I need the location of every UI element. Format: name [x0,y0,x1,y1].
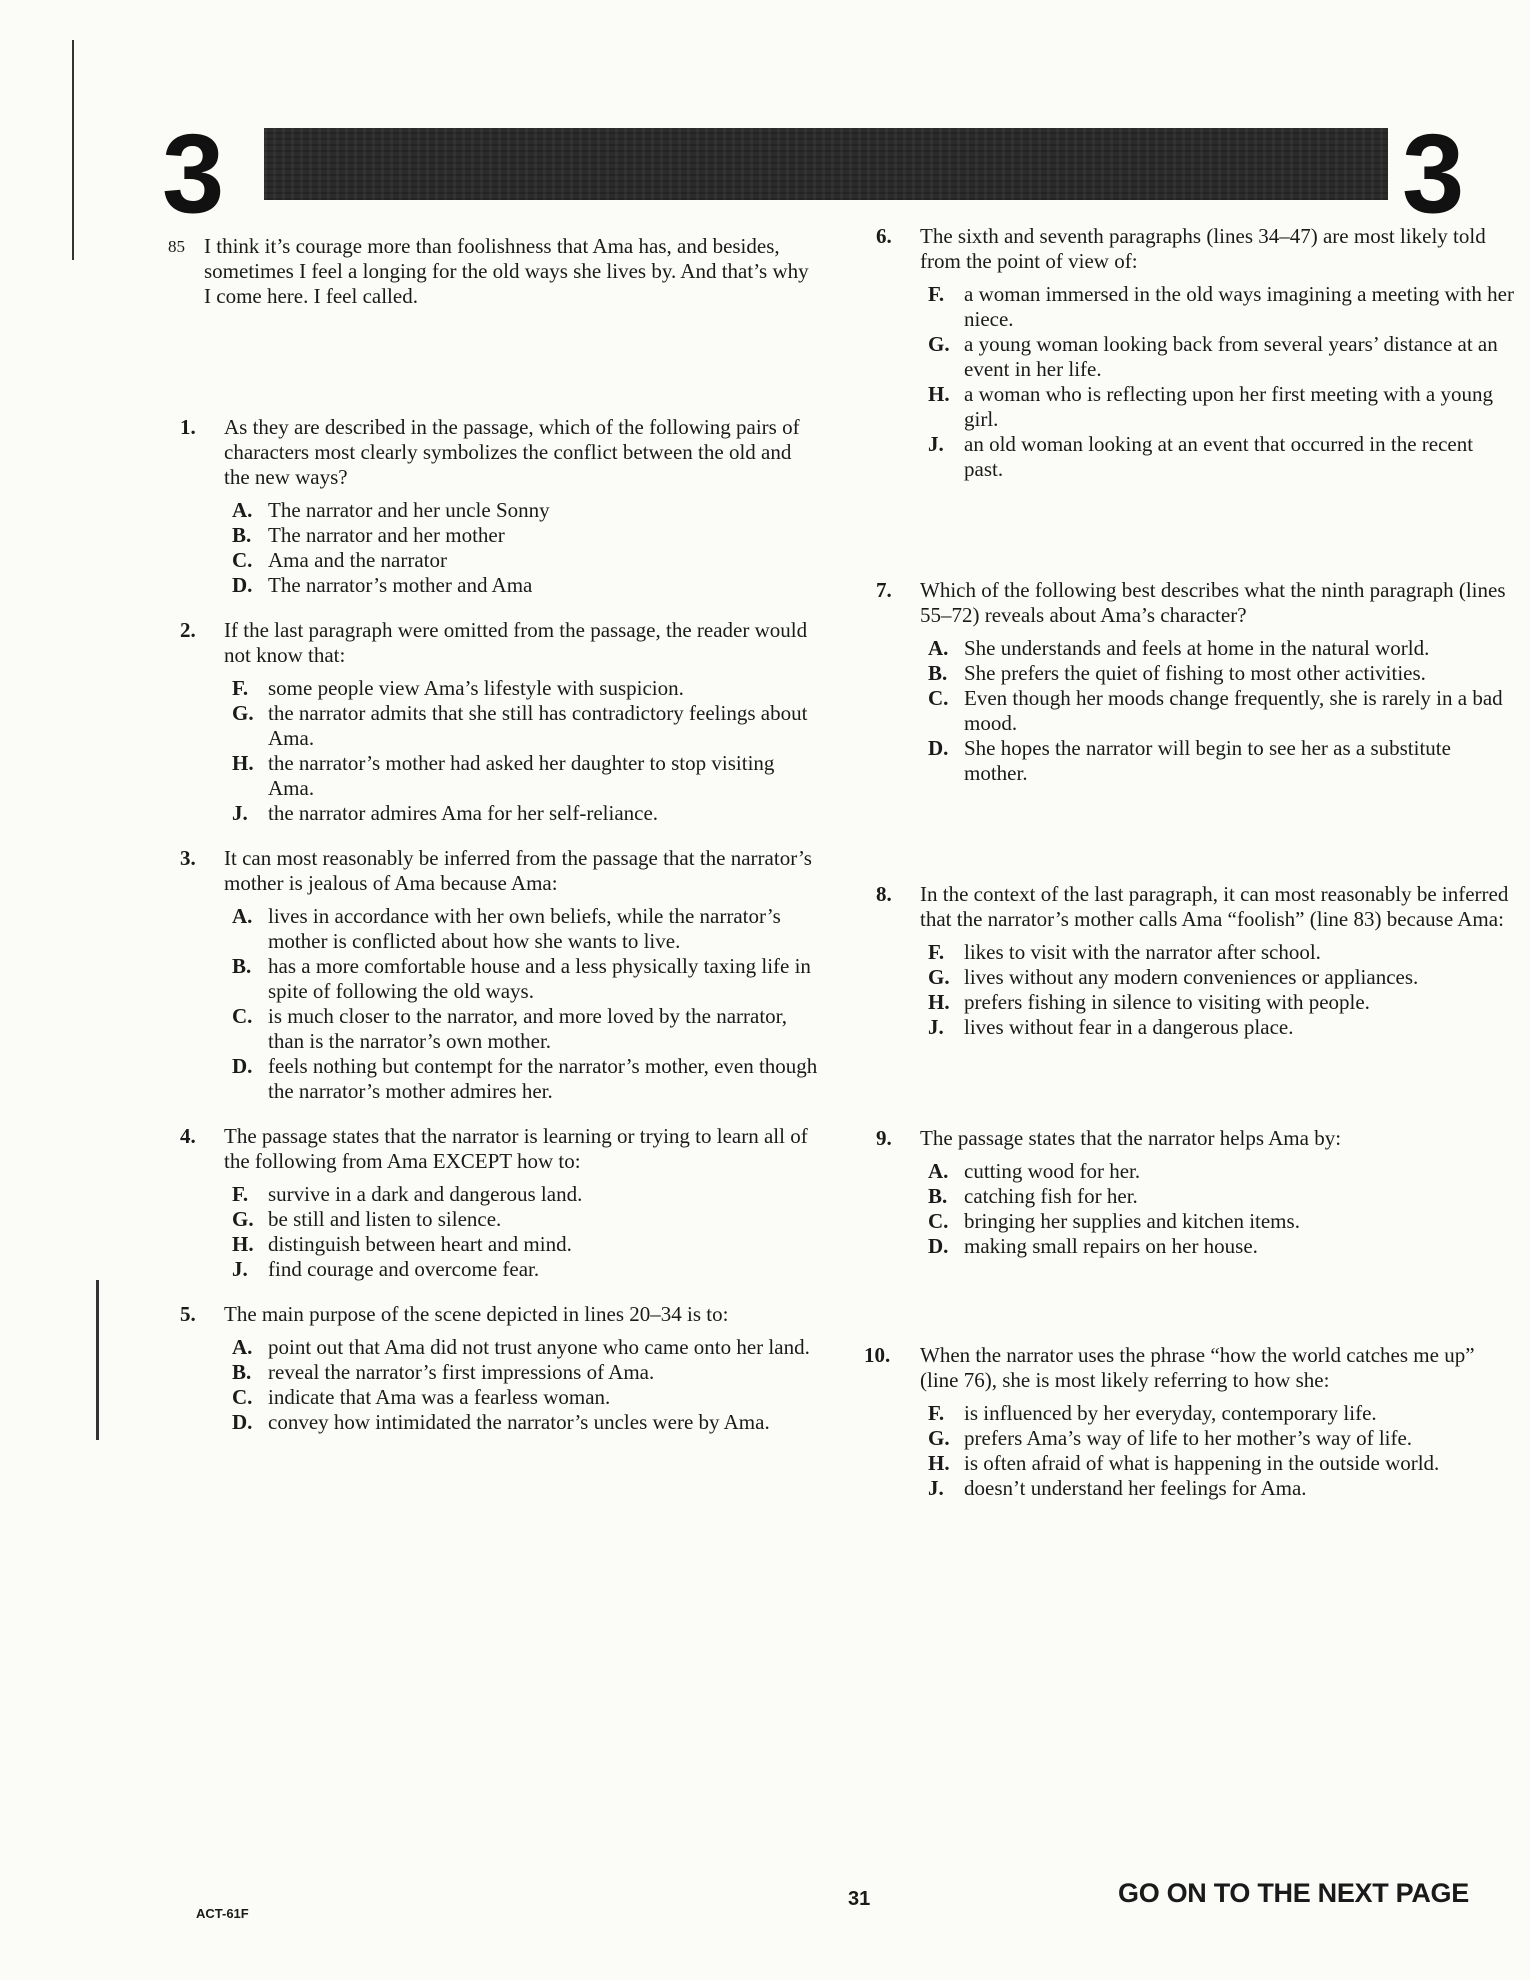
answer-option[interactable] [224,751,818,801]
answer-option[interactable] [224,548,818,573]
passage-excerpt [168,234,818,309]
answer-option[interactable] [920,661,1514,686]
answer-option[interactable] [224,1004,818,1054]
option-letter: J. [928,432,944,456]
option-letter: F. [232,676,249,700]
answer-option[interactable] [224,573,818,598]
answer-option[interactable] [224,1054,818,1104]
option-text: point out that Ama did not trust anyone who came onto her land. [268,1335,810,1359]
answer-option[interactable] [224,1257,818,1282]
question-6 [864,224,1514,482]
question-7 [864,578,1514,786]
option-text: is much closer to the narrator, and more loved by the narrator, than is the narrator’s own mother. [268,1004,788,1053]
option-text: the narrator admires Ama for her self-reliance. [268,801,659,825]
option-letter: A. [232,904,253,928]
option-letter: H. [928,990,950,1014]
option-letter: F. [928,940,945,964]
option-text: distinguish between heart and mind. [268,1232,572,1256]
option-letter: A. [232,1335,253,1359]
option-text: making small repairs on her house. [964,1234,1258,1258]
option-text: feels nothing but contempt for the narrator’s mother, even though the narrator’s mother admires her. [268,1054,818,1103]
question-number: 8. [876,882,892,906]
answer-option[interactable] [920,282,1514,332]
option-text: She understands and feels at home in the natural world. [964,636,1430,660]
option-letter: D. [232,1410,253,1434]
option-text: Even though her moods change frequently, she is rarely in a bad mood. [964,686,1503,735]
option-text: She prefers the quiet of fishing to most other activities. [964,661,1426,685]
option-letter: A. [928,1159,949,1183]
answer-option[interactable] [920,686,1514,736]
left-column [168,234,818,1455]
answer-option[interactable] [920,965,1514,990]
section-number-right: 3 [1402,111,1463,236]
option-text: prefers Ama’s way of life to her mother’s way of life. [964,1426,1413,1450]
option-text: lives without any modern conveniences or appliances. [964,965,1419,989]
option-letter: D. [928,1234,949,1258]
question-number: 10. [864,1343,891,1367]
option-text: is influenced by her everyday, contemporary life. [964,1401,1377,1425]
option-letter: H. [928,382,950,406]
question-stem: As they are described in the passage, which of the following pairs of characters most clearly symbolizes the conflict between the old and the new ways? [224,415,800,489]
option-text: The narrator’s mother and Ama [268,573,533,597]
question-stem: In the context of the last paragraph, it can most reasonably be inferred that the narrator’s mother calls Ama “foolish” (line 83) because Ama: [920,882,1509,931]
answer-option[interactable] [920,1476,1514,1501]
answer-option[interactable] [224,801,818,826]
answer-option[interactable] [224,701,818,751]
answer-option[interactable] [224,498,818,523]
answer-option[interactable] [224,1182,818,1207]
option-letter: B. [232,523,252,547]
option-letter: C. [232,548,253,572]
answer-option[interactable] [224,676,818,701]
go-on-next-page: GO ON TO THE NEXT PAGE [1118,1878,1469,1908]
margin-rule-top [72,40,74,260]
question-4 [168,1124,818,1282]
answer-option[interactable] [224,1410,818,1435]
option-text: some people view Ama’s lifestyle with suspicion. [268,676,684,700]
right-column [864,224,1514,1521]
option-text: survive in a dark and dangerous land. [268,1182,583,1206]
question-number: 1. [180,415,196,439]
option-letter: D. [928,736,949,760]
option-letter: A. [232,498,253,522]
option-letter: G. [928,332,950,356]
option-text: be still and listen to silence. [268,1207,502,1231]
option-text: has a more comfortable house and a less physically taxing life in spite of following the old ways. [268,954,811,1003]
option-letter: H. [232,1232,254,1256]
answer-option[interactable] [920,1159,1514,1184]
option-letter: C. [232,1004,253,1028]
page-number: 31 [848,1888,871,1910]
question-number: 7. [876,578,892,602]
option-letter: B. [232,1360,252,1384]
question-number: 9. [876,1126,892,1150]
option-letter: B. [232,954,252,978]
question-stem: When the narrator uses the phrase “how the world catches me up” (line 76), she is most likely referring to how she: [920,1343,1475,1392]
answer-option[interactable] [920,332,1514,382]
option-letter: B. [928,1184,948,1208]
option-letter: A. [928,636,949,660]
option-letter: D. [232,1054,253,1078]
option-text: prefers fishing in silence to visiting with people. [964,990,1370,1014]
answer-option[interactable] [920,1234,1514,1259]
question-number: 2. [180,618,196,642]
question-stem: The passage states that the narrator helps Ama by: [920,1126,1342,1150]
answer-option[interactable] [224,1335,818,1360]
option-text: cutting wood for her. [964,1159,1141,1183]
option-text: The narrator and her mother [268,523,505,547]
question-9 [864,1126,1514,1259]
option-letter: F. [928,282,945,306]
option-letter: G. [928,1426,950,1450]
answer-option[interactable] [920,1184,1514,1209]
passage-text: I think it’s courage more than foolishness that Ama has, and besides, sometimes I feel a longing for the old ways she lives by. And that’s why I come here. I feel called. [204,234,809,308]
answer-option[interactable] [224,1232,818,1257]
question-number: 4. [180,1124,196,1148]
question-stem: The sixth and seventh paragraphs (lines 34–47) are most likely told from the point of view of: [920,224,1486,273]
answer-option[interactable] [920,940,1514,965]
option-letter: J. [232,801,248,825]
section-number-left: 3 [162,111,223,236]
option-letter: J. [928,1015,944,1039]
option-text: Ama and the narrator [268,548,448,572]
question-number: 6. [876,224,892,248]
question-3 [168,846,818,1104]
option-text: the narrator admits that she still has contradictory feelings about Ama. [268,701,808,750]
question-5 [168,1302,818,1435]
margin-rule-bottom [96,1280,99,1440]
option-text: She hopes the narrator will begin to see her as a substitute mother. [964,736,1451,785]
option-letter: J. [928,1476,944,1500]
option-text: a woman who is reflecting upon her first meeting with a young girl. [964,382,1493,431]
option-letter: H. [232,751,254,775]
option-letter: C. [928,686,949,710]
question-2 [168,618,818,826]
option-letter: G. [232,701,254,725]
option-letter: H. [928,1451,950,1475]
answer-option[interactable] [920,432,1514,482]
option-letter: F. [928,1401,945,1425]
passage-line-number: 85 [168,237,185,256]
option-text: reveal the narrator’s first impressions of Ama. [268,1360,655,1384]
option-text: convey how intimidated the narrator’s uncles were by Ama. [268,1410,770,1434]
question-stem: The passage states that the narrator is learning or trying to learn all of the following from Ama EXCEPT how to: [224,1124,808,1173]
option-text: a woman immersed in the old ways imagining a meeting with her niece. [964,282,1514,331]
answer-option[interactable] [224,523,818,548]
option-text: catching fish for her. [964,1184,1138,1208]
question-stem: Which of the following best describes what the ninth paragraph (lines 55–72) reveals about Ama’s character? [920,578,1506,627]
option-letter: F. [232,1182,249,1206]
answer-option[interactable] [224,1385,818,1410]
option-text: find courage and overcome fear. [268,1257,540,1281]
answer-option[interactable] [224,954,818,1004]
option-text: doesn’t understand her feelings for Ama. [964,1476,1307,1500]
answer-option[interactable] [920,1015,1514,1040]
option-text: bringing her supplies and kitchen items. [964,1209,1300,1233]
option-text: indicate that Ama was a fearless woman. [268,1385,611,1409]
option-letter: C. [928,1209,949,1233]
answer-option[interactable] [224,1207,818,1232]
question-stem: If the last paragraph were omitted from the passage, the reader would not know that: [224,618,808,667]
option-letter: G. [928,965,950,989]
answer-option[interactable] [224,904,818,954]
option-letter: D. [232,573,253,597]
option-letter: G. [232,1207,254,1231]
answer-option[interactable] [920,1209,1514,1234]
option-text: an old woman looking at an event that occurred in the recent past. [964,432,1474,481]
section-header-bar [264,128,1388,200]
answer-option[interactable] [224,1360,818,1385]
option-text: lives without fear in a dangerous place. [964,1015,1294,1039]
option-text: is often afraid of what is happening in the outside world. [964,1451,1440,1475]
answer-option[interactable] [920,1426,1514,1451]
form-code: ACT-61F [196,1906,249,1921]
option-text: a young woman looking back from several years’ distance at an event in her life. [964,332,1498,381]
answer-option[interactable] [920,1451,1514,1476]
option-text: likes to visit with the narrator after school. [964,940,1321,964]
option-text: The narrator and her uncle Sonny [268,498,550,522]
option-letter: C. [232,1385,253,1409]
answer-option[interactable] [920,990,1514,1015]
answer-option[interactable] [920,1401,1514,1426]
question-10 [864,1343,1514,1501]
question-number: 5. [180,1302,196,1326]
option-letter: B. [928,661,948,685]
option-letter: J. [232,1257,248,1281]
question-1 [168,415,818,598]
option-text: lives in accordance with her own beliefs, while the narrator’s mother is conflicted about how she wants to live. [268,904,781,953]
question-8 [864,882,1514,1040]
answer-option[interactable] [920,736,1514,786]
question-number: 3. [180,846,196,870]
question-stem: The main purpose of the scene depicted in lines 20–34 is to: [224,1302,729,1326]
answer-option[interactable] [920,636,1514,661]
answer-option[interactable] [920,382,1514,432]
question-stem: It can most reasonably be inferred from the passage that the narrator’s mother is jealous of Ama because Ama: [224,846,812,895]
option-text: the narrator’s mother had asked her daughter to stop visiting Ama. [268,751,775,800]
